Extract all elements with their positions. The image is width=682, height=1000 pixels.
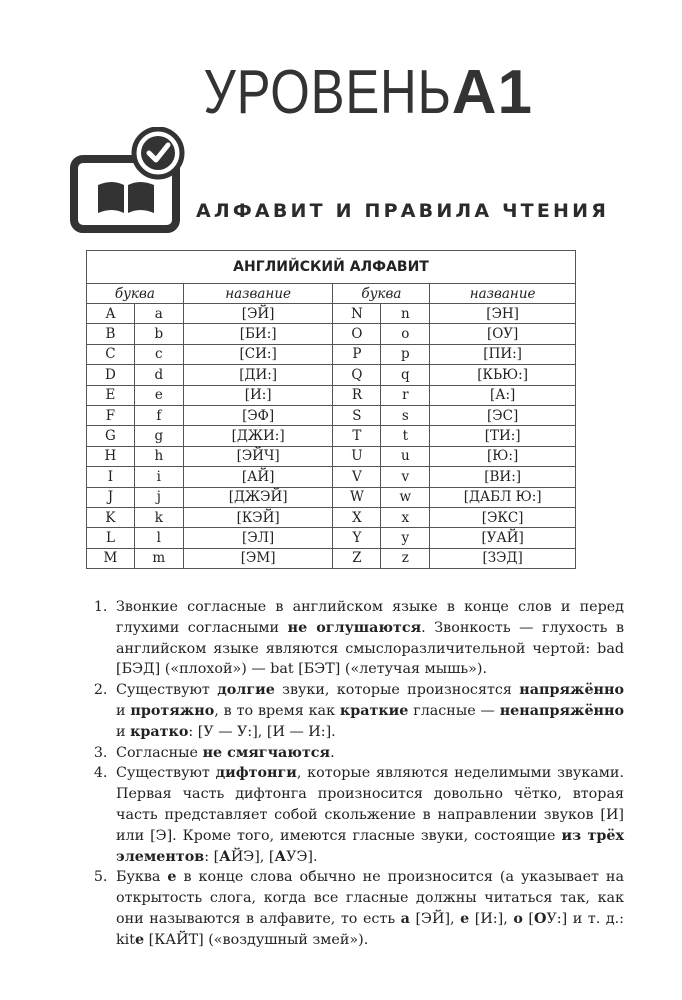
table-row (87, 304, 576, 324)
letter-name: [ДАБЛ Ю:] (430, 487, 576, 507)
text: : [ (204, 848, 220, 865)
lowercase-letter: y (381, 528, 430, 548)
letter-name: [ДЖИ:] (183, 426, 333, 446)
letter-name: [КЭЙ] (183, 507, 333, 527)
uppercase-letter: O (333, 324, 381, 344)
uppercase-letter: P (333, 344, 381, 364)
uppercase-letter: F (87, 405, 135, 425)
uppercase-letter: R (333, 385, 381, 405)
column-header-letter: буква (87, 284, 184, 304)
uppercase-letter: K (87, 507, 135, 527)
uppercase-letter: L (87, 528, 135, 548)
letter-name: [А:] (430, 385, 576, 405)
table-row (87, 507, 576, 527)
uppercase-letter: U (333, 446, 381, 466)
table-row (87, 344, 576, 364)
text: . (330, 744, 335, 761)
letter-name: [ЭН] (430, 304, 576, 324)
text: [ (522, 910, 534, 927)
bold-text: дифтонги (215, 765, 297, 782)
uppercase-letter: I (87, 467, 135, 487)
bold-text: кратко (130, 723, 189, 740)
lowercase-letter: m (134, 548, 183, 568)
lowercase-letter: s (381, 405, 430, 425)
uppercase-letter: N (333, 304, 381, 324)
section-subtitle: АЛФАВИТ И ПРАВИЛА ЧТЕНИЯ (196, 200, 610, 222)
uppercase-letter: Y (333, 528, 381, 548)
table-row (87, 548, 576, 568)
letter-name: [ЭС] (430, 405, 576, 425)
text: Буква (116, 869, 168, 886)
text: . Звонкость — глухость в английском языке являются смыслоразличительной чертой: bad [БЭД] («плохой») — bat [БЭТ] («летучая мышь»). (116, 619, 625, 678)
lowercase-letter: h (134, 446, 183, 466)
table-row (87, 528, 576, 548)
alphabet-table (86, 250, 576, 569)
text: Звонкие согласные в английском языке в конце слов и перед глухими согласными (116, 599, 624, 636)
text: [КАЙТ] («воздушный змей»). (144, 931, 369, 948)
uppercase-letter: V (333, 467, 381, 487)
bold-text: не оглушаются (287, 619, 422, 636)
uppercase-letter: M (87, 548, 135, 568)
letter-name: [ПИ:] (430, 344, 576, 364)
uppercase-letter: J (87, 487, 135, 507)
lowercase-letter: d (134, 365, 183, 385)
lowercase-letter: c (134, 344, 183, 364)
lowercase-letter: v (381, 467, 430, 487)
bold-text: из трёх элементов (116, 827, 625, 865)
letter-name: [АЙ] (183, 467, 333, 487)
letter-name: [ЭФ] (183, 405, 333, 425)
bold-text: протяжно (130, 702, 215, 719)
bold-text: напряжённо (519, 682, 624, 699)
uppercase-letter: X (333, 507, 381, 527)
column-header-name: название (183, 284, 333, 304)
uppercase-letter: G (87, 426, 135, 446)
letter-name: [ЭМ] (183, 548, 333, 568)
text: и (116, 723, 131, 740)
text: У:] и т. д.: kit (116, 910, 624, 948)
text: Согласные (116, 744, 203, 761)
text: [ЭЙ], (409, 910, 461, 927)
lowercase-letter: e (134, 385, 183, 405)
text: , которые являются неделимыми звуками. Первая часть дифтонга произносится довольно чётко, вторая часть представляет собой скольжение в направлении звуков [И] или [Э]. Кроме того, имеются гласные звуки, состоящие (116, 765, 624, 844)
uppercase-letter: C (87, 344, 135, 364)
table-row (87, 385, 576, 405)
lowercase-letter: a (134, 304, 183, 324)
table-row (87, 324, 576, 344)
reading-rules-list (82, 597, 624, 951)
letter-name: [ВИ:] (430, 467, 576, 487)
uppercase-letter: D (87, 365, 135, 385)
lowercase-letter: u (381, 446, 430, 466)
list-item (112, 680, 624, 742)
bold-text: e (134, 931, 145, 948)
lowercase-letter: k (134, 507, 183, 527)
lowercase-letter: o (381, 324, 430, 344)
table-row (87, 467, 576, 487)
letter-name: [ЗЭД] (430, 548, 576, 568)
uppercase-letter: S (333, 405, 381, 425)
table-row (87, 426, 576, 446)
table-row (87, 446, 576, 466)
bold-text: o (513, 910, 523, 927)
list-item (112, 867, 624, 950)
letter-name: [БИ:] (183, 324, 333, 344)
list-item (112, 597, 624, 680)
lowercase-letter: t (381, 426, 430, 446)
bold-text: e (460, 910, 470, 927)
book-checkmark-icon (70, 127, 190, 237)
text: ЙЭ], [ (230, 848, 275, 865)
letter-name: [ЭЙ] (183, 304, 333, 324)
column-header-name: название (430, 284, 576, 304)
table-row (87, 405, 576, 425)
lowercase-letter: p (381, 344, 430, 364)
bold-text: А (274, 848, 287, 865)
table-row (87, 487, 576, 507)
lowercase-letter: w (381, 487, 430, 507)
lowercase-letter: n (381, 304, 430, 324)
page-title (0, 58, 682, 128)
bold-text: краткие (339, 702, 409, 719)
text: Существуют (116, 765, 216, 782)
title-level-word: УРОВЕНЬ (203, 58, 452, 127)
uppercase-letter: A (87, 304, 135, 324)
uppercase-letter: H (87, 446, 135, 466)
text: УЭ]. (286, 848, 318, 865)
bold-text: e (167, 869, 177, 886)
table-row (87, 365, 576, 385)
lowercase-letter: r (381, 385, 430, 405)
uppercase-letter: E (87, 385, 135, 405)
letter-name: [ТИ:] (430, 426, 576, 446)
bold-text: ненапряжённо (499, 702, 625, 719)
text: [И:], (469, 910, 514, 927)
lowercase-letter: x (381, 507, 430, 527)
letter-name: [УАЙ] (430, 528, 576, 548)
uppercase-letter: T (333, 426, 381, 446)
title-level-code: A1 (451, 58, 534, 127)
bold-text: О (534, 910, 547, 927)
table-caption: АНГЛИЙСКИЙ АЛФАВИТ (87, 251, 576, 284)
column-header-letter: буква (333, 284, 430, 304)
bold-text: долгие (217, 682, 275, 699)
letter-name: [Ю:] (430, 446, 576, 466)
alphabet-table-body (87, 304, 576, 569)
lowercase-letter: i (134, 467, 183, 487)
bold-text: a (400, 910, 410, 927)
text: в конце слова обычно не произносится (а указывает на открытость слога, когда все гласные должны читаться так, как они называются в алфавите, то есть (116, 869, 624, 927)
letter-name: [ЭКС] (430, 507, 576, 527)
uppercase-letter: W (333, 487, 381, 507)
uppercase-letter: B (87, 324, 135, 344)
text: Существуют (116, 682, 218, 699)
letter-name: [ДИ:] (183, 365, 333, 385)
text: звуки, которые произносятся (274, 682, 520, 699)
lowercase-letter: z (381, 548, 430, 568)
bold-text: А (219, 848, 231, 865)
list-item (112, 763, 624, 867)
lowercase-letter: l (134, 528, 183, 548)
uppercase-letter: Q (333, 365, 381, 385)
text: , в то время как (214, 702, 340, 719)
letter-name: [КЬЮ:] (430, 365, 576, 385)
text: гласные — (408, 702, 500, 719)
letter-name: [И:] (183, 385, 333, 405)
letter-name: [ОУ] (430, 324, 576, 344)
lowercase-letter: f (134, 405, 183, 425)
letter-name: [ДЖЭЙ] (183, 487, 333, 507)
lowercase-letter: b (134, 324, 183, 344)
bold-text: не смягчаются (202, 744, 331, 761)
lowercase-letter: g (134, 426, 183, 446)
letter-name: [ЭЙЧ] (183, 446, 333, 466)
list-item (112, 743, 624, 764)
uppercase-letter: Z (333, 548, 381, 568)
text: и (116, 702, 131, 719)
text: : [У — У:], [И — И:]. (188, 723, 336, 740)
letter-name: [СИ:] (183, 344, 333, 364)
lowercase-letter: j (134, 487, 183, 507)
lowercase-letter: q (381, 365, 430, 385)
letter-name: [ЭЛ] (183, 528, 333, 548)
